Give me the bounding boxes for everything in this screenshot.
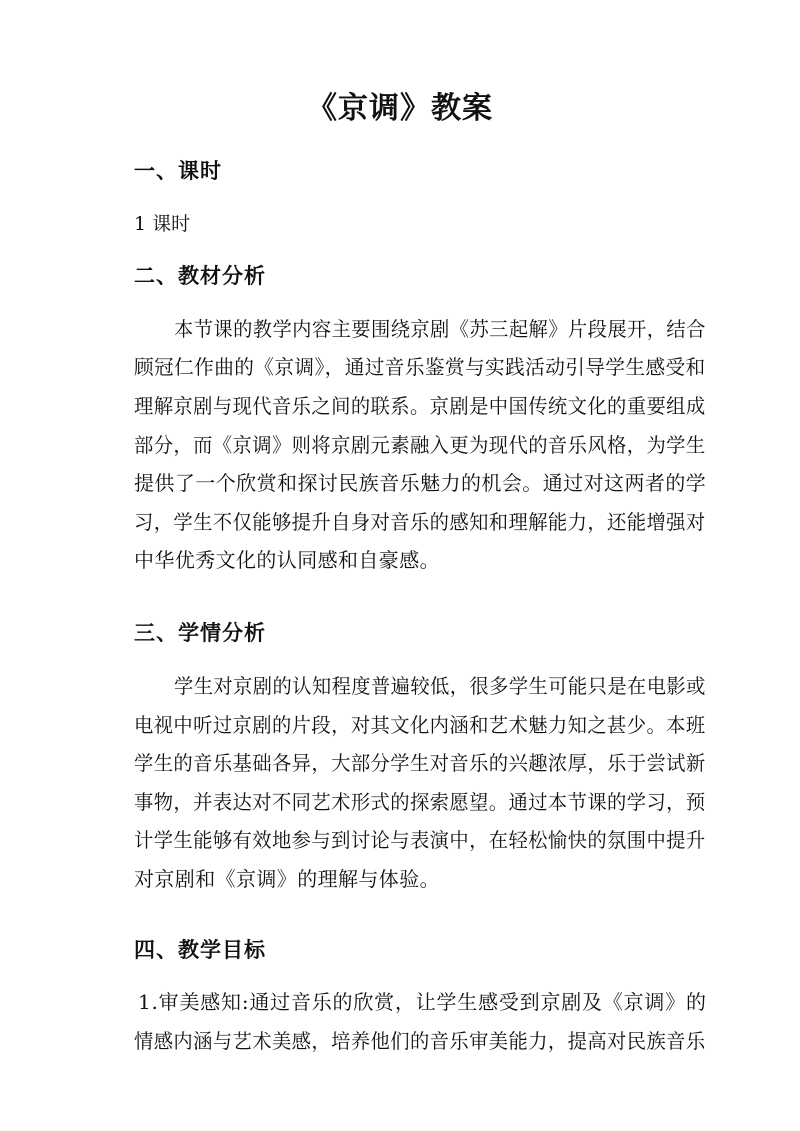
section-heading-teaching-goals: 四、教学目标 xyxy=(134,938,266,962)
paragraph-line: 学生对京剧的认知程度普遍较低，很多学生可能只是在电影或 xyxy=(174,674,706,698)
lesson-hours-text: 1 课时 xyxy=(134,213,191,235)
paragraph-line: 中华优秀文化的认同感和自豪感。 xyxy=(134,548,440,572)
page-title: 《京调》教案 xyxy=(307,91,493,126)
paragraph-line: 理解京剧与现代音乐之间的联系。京剧是中国传统文化的重要组成 xyxy=(134,394,706,418)
paragraph-line: 本节课的教学内容主要围绕京剧《苏三起解》片段展开，结合 xyxy=(174,317,706,341)
section-heading-lesson-hours: 一、课时 xyxy=(134,159,222,183)
paragraph-line: 1.审美感知:通过音乐的欣赏，让学生感受到京剧及《京调》的 xyxy=(138,990,707,1014)
paragraph-line: 电视中听过京剧的片段，对其文化内涵和艺术魅力知之甚少。本班 xyxy=(134,713,706,737)
paragraph-line: 计学生能够有效地参与到讨论与表演中，在轻松愉快的氛围中提升 xyxy=(134,828,706,852)
paragraph-line: 事物，并表达对不同艺术形式的探索愿望。通过本节课的学习，预 xyxy=(134,790,706,814)
paragraph-line: 习，学生不仅能够提升自身对音乐的感知和理解能力，还能增强对 xyxy=(134,510,706,534)
section-heading-material-analysis: 二、教材分析 xyxy=(134,264,266,288)
paragraph-line: 顾冠仁作曲的《京调》，通过音乐鉴赏与实践活动引导学生感受和 xyxy=(134,355,706,379)
paragraph-line: 情感内涵与艺术美感，培养他们的音乐审美能力，提高对民族音乐 xyxy=(134,1029,706,1053)
paragraph-line: 对京剧和《京调》的理解与体验。 xyxy=(134,867,440,891)
section-heading-learner-analysis: 三、学情分析 xyxy=(134,621,266,645)
paragraph-line: 学生的音乐基础各异，大部分学生对音乐的兴趣浓厚，乐于尝试新 xyxy=(134,751,706,775)
paragraph-line: 提供了一个欣赏和探讨民族音乐魅力的机会。通过对这两者的学 xyxy=(134,471,707,495)
paragraph-line: 部分，而《京调》则将京剧元素融入更为现代的音乐风格，为学生 xyxy=(134,433,706,457)
